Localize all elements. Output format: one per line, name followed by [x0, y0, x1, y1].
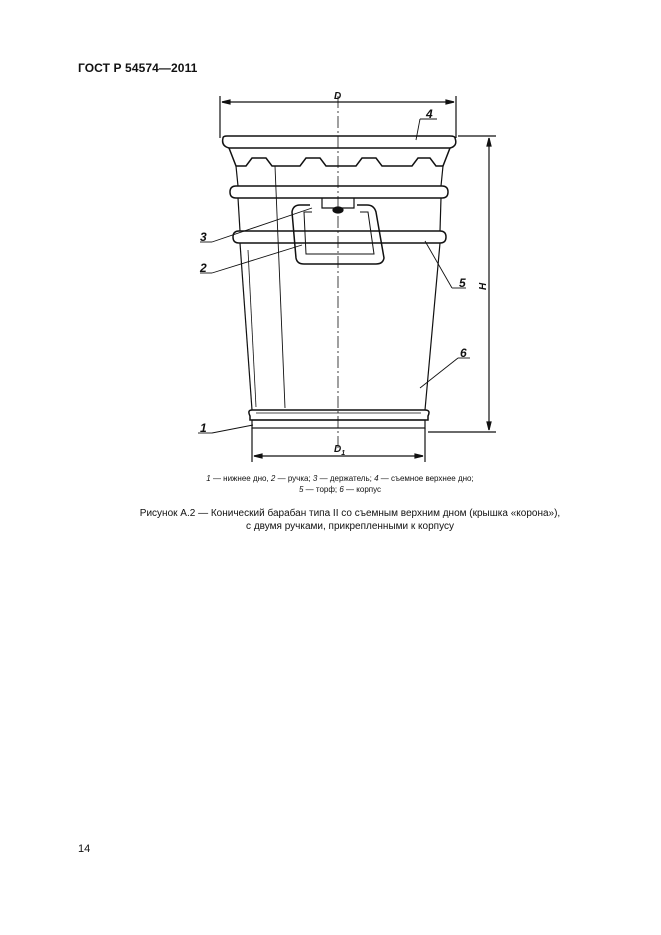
lid-crown	[223, 136, 456, 166]
callout-3: 3	[200, 230, 207, 244]
legend-num: 3	[312, 474, 318, 483]
callout-5: 5	[459, 276, 466, 290]
figure-caption	[100, 507, 600, 533]
legend-num: 1	[206, 474, 211, 483]
label-d: D	[334, 91, 342, 102]
handle	[292, 205, 384, 264]
bottom-chime	[249, 410, 429, 420]
legend-num: 5	[298, 485, 304, 494]
legend-num: 4	[374, 474, 379, 483]
callout-1: 1	[200, 421, 207, 435]
figure-legend	[120, 473, 560, 495]
legend-text: — торф;	[303, 485, 340, 494]
legend-text: — ручка;	[275, 474, 313, 483]
legend-text: — корпус	[343, 485, 382, 494]
legend-num: 6	[339, 485, 344, 494]
caption-line-2: с двумя ручками, прикрепленными к корпусу	[246, 521, 454, 532]
page-number: 14	[78, 843, 91, 855]
legend-num: 2	[270, 474, 276, 483]
callout-4: 4	[426, 107, 433, 121]
top-hoop	[230, 186, 448, 198]
callout-6: 6	[460, 346, 467, 360]
label-h: H	[478, 282, 489, 290]
label-d1: $D_1$	[334, 444, 346, 457]
caption-line-1: Рисунок А.2 — Конический барабан типа II со съемным верхним дном (крышка «корона»),	[139, 508, 561, 519]
legend-line-1	[120, 473, 560, 484]
body-left-wall	[240, 243, 252, 410]
legend-text: — съемное верхнее дно;	[378, 474, 474, 483]
bottom-base	[252, 420, 425, 428]
legend-line-2	[120, 484, 560, 495]
legend-text: — держатель;	[317, 474, 375, 483]
document-header: ГОСТ Р 54574—2011	[78, 61, 198, 75]
body-right-wall	[425, 243, 440, 410]
lower-hoop	[233, 231, 446, 243]
legend-text: — нижнее дно,	[210, 474, 271, 483]
callout-2: 2	[200, 261, 207, 275]
